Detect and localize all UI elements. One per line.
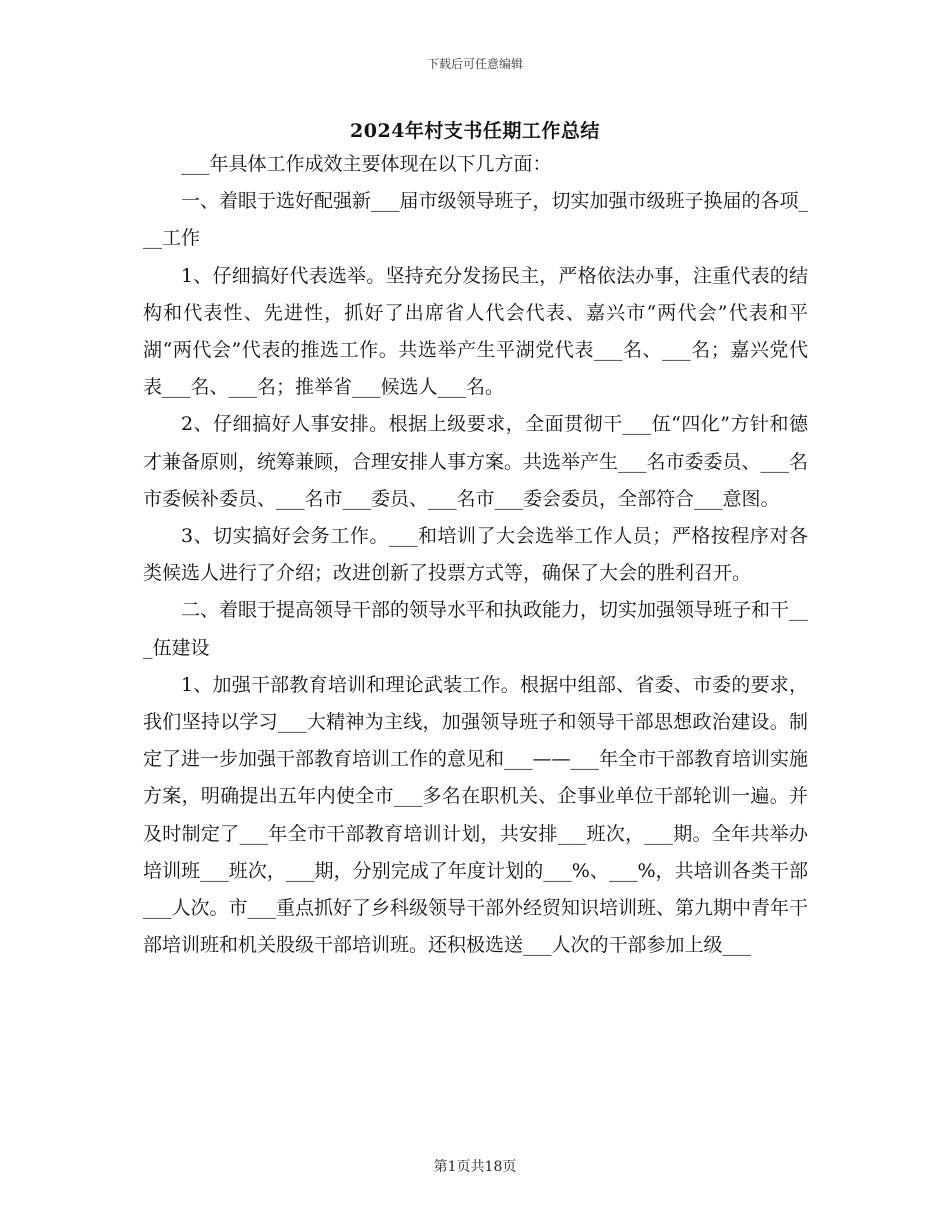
page-footer: 第1页共18页 <box>433 1159 517 1175</box>
paragraph: 2、仔细搞好人事安排。根据上级要求，全面贯彻干___伍“四化”方针和德才兼备原则，统筹兼顾，合理安排人事方案。共选举产生___名市委委员、___名市委候补委员、___名市___委员、___名市___委会委员，全部符合___意图。 <box>143 413 809 510</box>
page-header-note: 下载后可任意编辑 <box>426 57 523 71</box>
paragraph: ___年具体工作成效主要体现在以下几方面： <box>181 153 552 175</box>
paragraph: 1、仔细搞好代表选举。坚持充分发扬民主，严格依法办事，注重代表的结构和代表性、先进性，抓好了出席省人代会代表、嘉兴市“两代会”代表和平湖“两代会”代表的推选工作。共选举产生平湖党代表___名、___名；嘉兴党代表___名、___名；推举省___候选人___名。 <box>143 264 808 399</box>
paragraph: 3、切实搞好会务工作。___和培训了大会选举工作人员；严格按程序对各类候选人进行了介绍；改进创新了投票方式等，确保了大会的胜利召开。 <box>143 525 808 585</box>
paragraph: 1、加强干部教育培训和理论武装工作。根据中组部、省委、市委的要求，我们坚持以学习___大精神为主线，加强领导班子和领导干部思想政治建设。制定了进一步加强干部教育培训工作的意见和___——___年全市干部教育培训实施方案，明确提出五年内使全市___多名在职机关、企事业单位干部轮训一遍。并及时制定了___年全市干部教育培训计划，共安排___班次，___期。全年共举办培训班___班次，___期，分别完成了年度计划的___%、___%，共培训各类干部___人次。市___重点抓好了乡科级领导干部外经贸知识培训班、第九期中青年干部培训班和机关股级干部培训班。还积极选送___人次的干部参加上级___ <box>143 673 809 957</box>
paragraph: 一、着眼于选好配强新___届市级领导班子，切实加强市级班子换届的各项___工作 <box>143 190 809 250</box>
document-title: 2024年村支书任期工作总结 <box>350 120 600 142</box>
document-body <box>143 146 808 964</box>
paragraph: 二、着眼于提高领导干部的领导水平和执政能力，切实加强领导班子和干___伍建设 <box>143 599 809 659</box>
